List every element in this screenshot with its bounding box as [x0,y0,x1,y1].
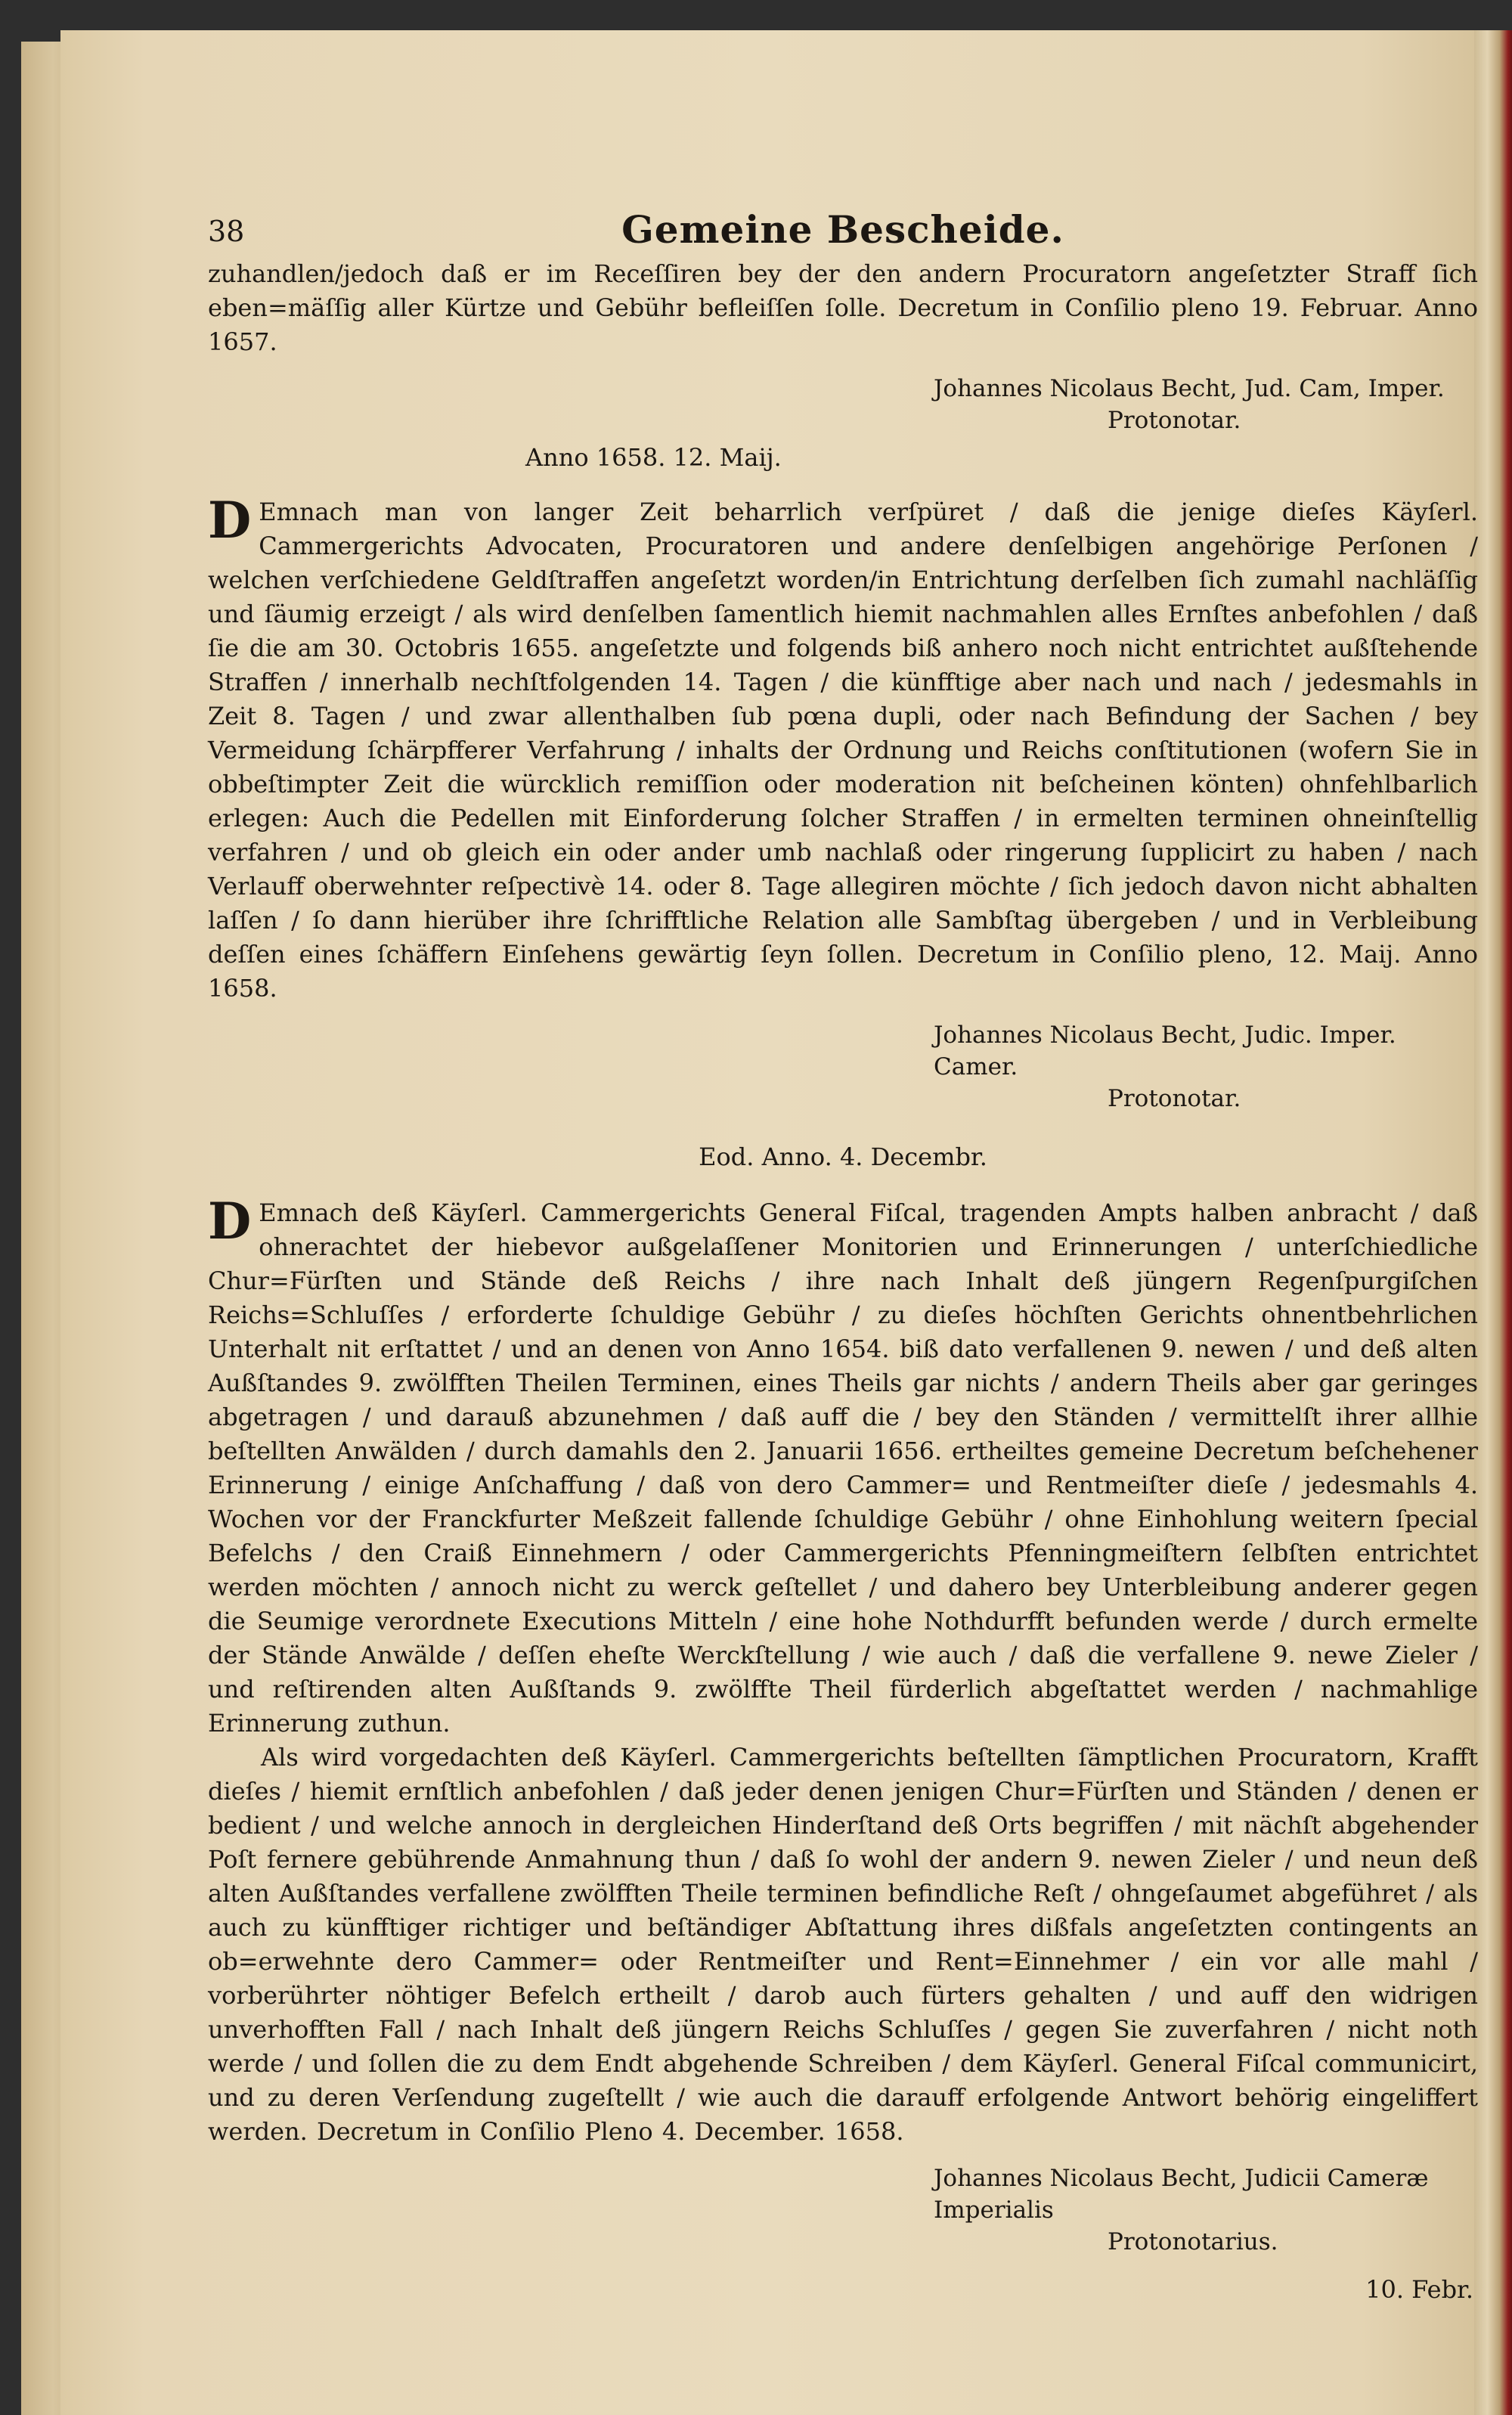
drop-initial: D [208,491,252,550]
section2-paragraph [208,491,1478,1006]
section3-text: Emnach deß Käyſerl. Cammergerichts General Fiſcal, tragenden Ampts halben anbracht / daß ohnerachtet der hiebevor außgelaſſener Monitorien und Erinnerungen / unterſchiedliche Chur=Fürſten und Stände deß Reichs / ihre nach Inhalt deß jüngern Regenſpurgiſchen Reichs=Schluſſes / erforderte ſchuldige Gebühr / zu dieſes höchſten Gerichts ohnentbehrlichen Unterhalt nit erſtattet / und an denen von Anno 1654. biß dato verfallenen 9. newen / und deß alten Außſtandes 9. zwölfften Theilen Terminen, eines Theils gar nichts / andern Theils aber gar geringes abgetragen / und darauß abzunehmen / daß auff die / bey den Ständen / vermittelſt ihrer allhie beſtellten Anwälden / durch damahls den 2. Januarii 1656. ertheiltes gemeine Decretum beſchehener Erinnerung / einige Anſchaffung / daß von dero Cammer= und Rentmeiſter dieſe / jedesmahls 4. Wochen vor der Franckfurter Meßzeit fallende ſchuldige Gebühr / ohne Einhohlung weitern ſpecial Befelchs / den Craiß Einnehmern / oder Cammergerichts Pfenningmeiſtern ſelbſten entrichtet werden möchten / annoch nicht zu werck geſtellet / und dahero bey Unterbleibung anderer gegen die Seumige verordnete Executions Mitteln / eine hohe Nothdurfft befunden werde / durch ermelte der Stände Anwälde / deſſen eheſte Werckſtellung / wie auch / daß die verfallene 9. newe Zieler / und reſtirenden alten Außſtands 9. zwölffte Theil fürderlich abgeſtattet werden / nachmahlige Erinnerung zuthun. [208,1198,1478,1738]
signature-title: Protonotarius. [1108,2228,1278,2255]
section3-date: Eod. Anno. 4. Decembr. [699,1142,987,1171]
signature-name: Johannes Nicolaus Becht, Judic. Imper. Camer. [934,1021,1396,1080]
drop-initial: D [208,1192,252,1251]
document-page [60,30,1478,2415]
section2-text: Emnach man von langer Zeit beharrlich verſpüret / daß die jenige dieſes Käyſerl. Cammergerichts Advocaten, Procuratoren und andere denſelbigen angehörige Perſonen / welchen verſchiedene Geldſtraffen angeſetzt worden/in Entrichtung derſelben ſich zumahl nachläſſig und ſäumig erzeigt / als wird denſelben ſamentlich hiemit nachmahlen alles Ernſtes anbefohlen / daß ſie die am 30. Octobris 1655. angeſetzte und folgends biß anhero noch nicht entrichtet außſtehende Straffen / innerhalb nechſtfolgenden 14. Tagen / die künfftige aber nach und nach / jedesmahls in Zeit 8. Tagen / und zwar allenthalben ſub pœna dupli, oder nach Befindung der Sachen / bey Vermeidung ſchärpfferer Verfahrung / inhalts der Ordnung und Reichs conſtitutionen (wofern Sie in obbeſtimpter Zeit die würcklich remiſſion oder moderation nit beſcheinen könten) ohnfehlbarlich erlegen: Auch die Pedellen mit Einforderung ſolcher Straffen / in ermelten terminen ohneinſtellig verfahren / und ob gleich ein oder ander umb nachlaß oder ringerung ſupplicirt zu haben / nach Verlauff oberwehnter reſpectivè 14. oder 8. Tage allegiren möchte / ſich jedoch davon nicht abhalten laſſen / ſo dann hierüber ihre ſchrifftliche Relation alle Sambſtag übergeben / und in Verbleibung deſſen eines ſchäffern Einſehens gewärtig ſeyn ſollen. Decretum in Conſilio pleno, 12. Maij. Anno 1658. [208,498,1478,1003]
running-title: Gemeine Bescheide. [621,207,1064,252]
page-number: 38 [208,215,245,248]
signature-title: Protonotar. [1108,1085,1241,1112]
signature-name: Johannes Nicolaus Becht, Jud. Cam, Imper. [934,375,1445,402]
section3-paragraph [208,1192,1478,1741]
section2-signature [934,1019,1478,1114]
catchword: 10. Febr. [1365,2275,1473,2304]
page-content [208,197,1478,2306]
page-header [208,197,1478,257]
signature-title: Protonotar. [1108,407,1241,434]
section1-signature [934,373,1478,436]
section3-signature [934,2162,1478,2258]
section2-date: Anno 1658. 12. Maij. [525,443,782,472]
section1-text: zuhandlen/jedoch daß er im Receſſiren bey der den andern Procuratorn angeſetzter Straff ſich eben=mäſſig aller Kürtze und Gebühr befleiſſen ſolle. Decretum in Conſilio pleno 19. Februar. Anno 1657. [208,259,1478,356]
signature-name: Johannes Nicolaus Becht, Judicii Cameræ Imperialis [934,2165,1429,2224]
section3-text2: Als wird vorgedachten deß Käyſerl. Cammergerichts beſtellten ſämptlichen Procuratorn, Krafft dieſes / hiemit ernſtlich anbefohlen / daß jeder denen jenigen Chur=Fürſten und Ständen / denen er bedient / und welche annoch in dergleichen Hinderſtand deß Orts begriffen / mit nächſt abgehender Poſt fernere gebührende Anmahnung thun / daß ſo wohl der andern 9. newen Zieler / und neun deß alten Außſtandes verfallene zwölfften Theile terminen befindliche Reſt / ohngeſaumet abgeführet / als auch zu künfftiger richtiger und beſtändiger Abſtattung ihres dißfals angeſetzten contingents an ob=erwehnte dero Cammer= oder Rentmeiſter und Rent=Einnehmer / ein vor alle mahl / vorberührter nöhtiger Befelch ertheilt / darob auch fürters gehalten / und auff den widrigen unverhofften Fall / nach Inhalt deß jüngern Reichs Schluſſes / gegen Sie zuverfahren / nicht noth werde / und ſollen die zu dem Endt abgehende Schreiben / dem Käyſerl. General Fiſcal communicirt, und zu deren Verſendung zugeſtellt / wie auch die darauff erfolgende Antwort behörig eingeliffert werden. Decretum in Conſilio Pleno 4. December. 1658. [208,1743,1478,2146]
